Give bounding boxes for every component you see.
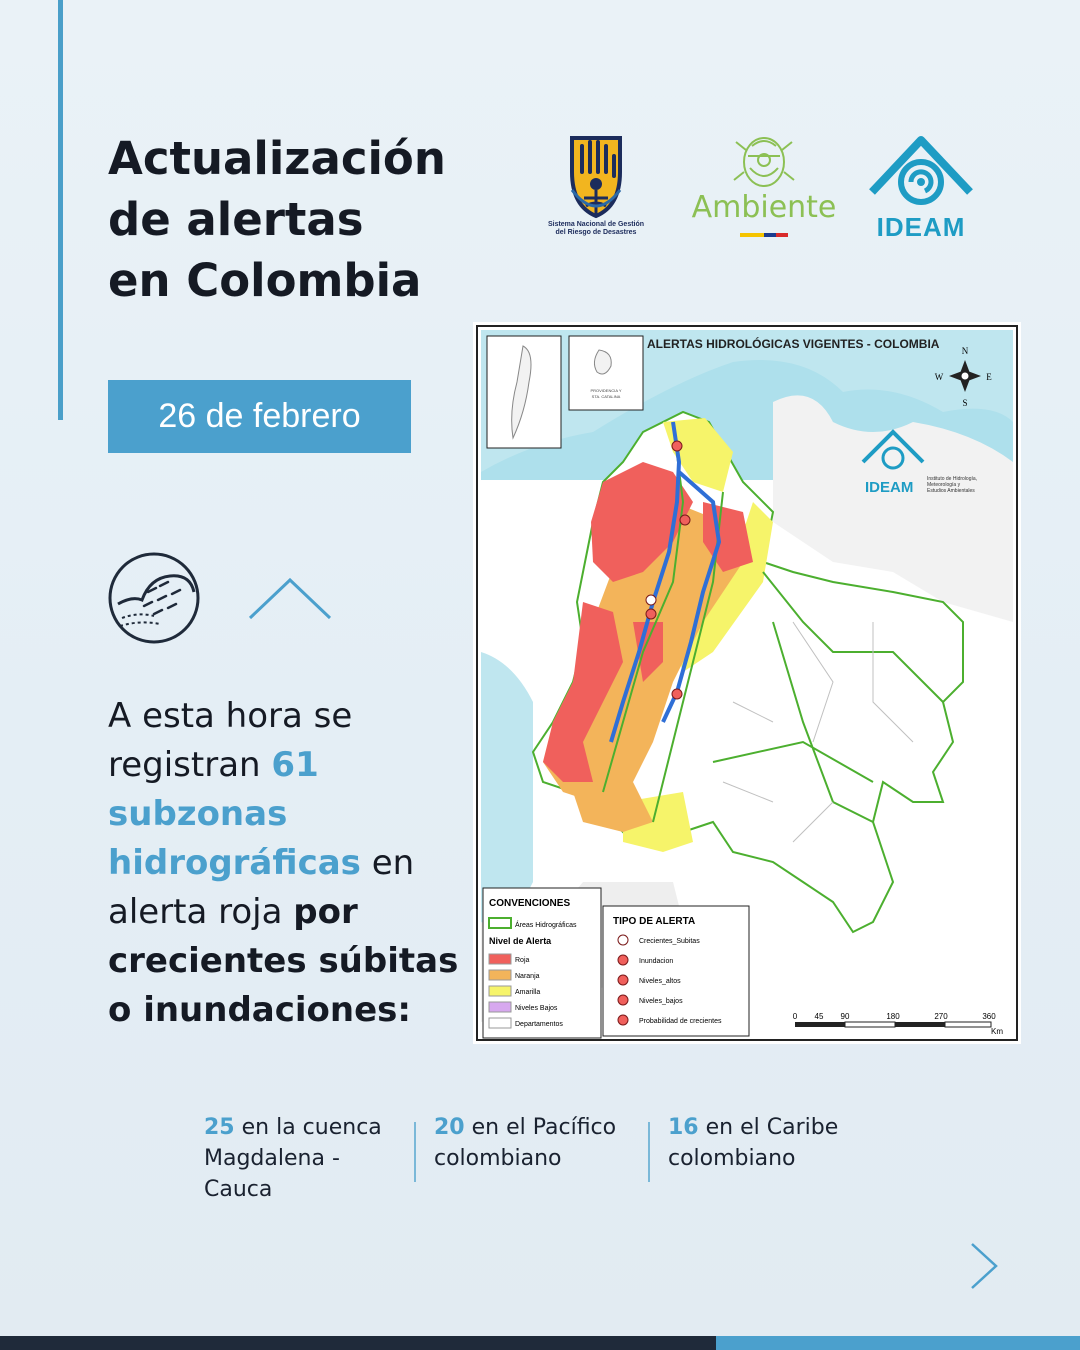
colombia-alert-map-svg bbox=[473, 322, 1021, 1044]
stat-number: 25 bbox=[204, 1115, 235, 1140]
alert-map bbox=[473, 322, 1021, 1044]
inset-label-line-1: PROVIDENCIA Y bbox=[590, 388, 622, 393]
summary-count: 61 bbox=[271, 745, 319, 785]
stat-divider bbox=[414, 1122, 416, 1182]
stat-magdalena-cauca bbox=[204, 1112, 404, 1205]
alert-type-marker-icon bbox=[618, 935, 628, 945]
legend-swatch bbox=[489, 1018, 511, 1028]
legend-swatch bbox=[489, 970, 511, 980]
stat-pacifico bbox=[434, 1112, 644, 1174]
scale-unit: Km bbox=[991, 1027, 1003, 1036]
legend-areas: Áreas Hidrográficas bbox=[515, 922, 577, 929]
compass-n: N bbox=[961, 346, 969, 356]
chevron-up-icon[interactable] bbox=[246, 574, 334, 622]
date-badge: 26 de febrero bbox=[108, 380, 411, 453]
ungrd-caption-line-1: Sistema Nacional de Gestión bbox=[547, 221, 645, 228]
legend-swatch bbox=[489, 954, 511, 964]
inset-label-line-2: STA. CATALINA bbox=[591, 394, 621, 399]
legend-swatch bbox=[489, 986, 511, 996]
legend-title: CONVENCIONES bbox=[489, 898, 571, 909]
compass-w: W bbox=[934, 372, 944, 382]
alert-type-marker-icon bbox=[618, 955, 628, 965]
stats-row bbox=[204, 1112, 904, 1222]
stat-line-1: en el Caribe bbox=[698, 1115, 839, 1140]
summary-mid: en alerta roja bbox=[108, 843, 415, 932]
legend-label: Departamentos bbox=[515, 1021, 563, 1028]
stat-line-1: en la cuenca bbox=[234, 1115, 382, 1140]
scale-tick-label: 0 bbox=[792, 1012, 798, 1021]
legend-label: Roja bbox=[515, 957, 530, 964]
summary-intro: A esta hora se registran bbox=[108, 696, 353, 785]
legend-swatch bbox=[489, 1002, 511, 1012]
alert-type-label: Niveles_altos bbox=[639, 978, 681, 985]
legend-label: Naranja bbox=[515, 973, 540, 980]
alert-type-title: TIPO DE ALERTA bbox=[613, 916, 696, 927]
title-line-1: Actualización bbox=[108, 132, 446, 185]
title-line-2: de alertas bbox=[108, 193, 364, 246]
ideam-logo bbox=[866, 132, 976, 242]
scale-tick-label: 90 bbox=[840, 1012, 850, 1021]
stat-number: 20 bbox=[434, 1115, 465, 1140]
ideam-wordmark: IDEAM bbox=[876, 212, 966, 242]
stat-line-2: Magdalena - bbox=[204, 1146, 340, 1171]
stat-caribe bbox=[668, 1112, 888, 1174]
flag-stripe bbox=[740, 233, 788, 237]
legend-label: Amarilla bbox=[515, 989, 541, 996]
scale-tick-label: 360 bbox=[982, 1012, 996, 1021]
map-ideam-sub-1: Instituto de Hidrología, bbox=[927, 476, 978, 482]
ungrd-caption bbox=[540, 221, 652, 237]
alert-type-label: Crecientes_Subitas bbox=[639, 938, 700, 945]
scale-tick-label: 270 bbox=[934, 1012, 948, 1021]
stat-line-2: colombiano bbox=[668, 1146, 796, 1171]
stat-divider bbox=[648, 1122, 650, 1182]
legend-alert-types bbox=[603, 906, 749, 1036]
title-line-3: en Colombia bbox=[108, 254, 422, 307]
stat-line-2: colombiano bbox=[434, 1146, 562, 1171]
page-title bbox=[108, 128, 528, 311]
scale-tick-label: 180 bbox=[886, 1012, 900, 1021]
coat-of-arms-icon bbox=[686, 132, 842, 192]
chevron-right-icon[interactable] bbox=[966, 1240, 1002, 1292]
legend-label: Niveles Bajos bbox=[515, 1005, 558, 1012]
stat-number: 16 bbox=[668, 1115, 699, 1140]
ambiente-wordmark: Ambiente bbox=[691, 190, 837, 225]
raised-hand-icon bbox=[540, 132, 652, 220]
map-ideam-sub-2: Meteorología y bbox=[927, 482, 961, 488]
compass-e: E bbox=[986, 372, 992, 382]
alert-type-label: Probabilidad de crecientes bbox=[639, 1018, 722, 1025]
alert-type-label: Niveles_bajos bbox=[639, 998, 683, 1005]
legend-conventions bbox=[483, 888, 601, 1038]
map-ideam-sub-3: Estudios Ambientales bbox=[927, 488, 975, 494]
stat-line-3: Cauca bbox=[204, 1177, 273, 1202]
alert-type-marker-icon bbox=[618, 1015, 628, 1025]
alert-type-marker-icon bbox=[618, 995, 628, 1005]
summary-highlight: subzonas hidrográficas bbox=[108, 794, 361, 883]
map-ideam-word: IDEAM bbox=[865, 479, 914, 496]
footer-bar-accent bbox=[716, 1336, 1080, 1350]
alert-type-label: Inundacion bbox=[639, 958, 674, 965]
stat-line-1: en el Pacífico bbox=[464, 1115, 617, 1140]
ideam-eye-icon bbox=[866, 132, 976, 212]
footer-bar-dark bbox=[0, 1336, 716, 1350]
left-accent-rule bbox=[58, 0, 63, 420]
map-title: ALERTAS HIDROLÓGICAS VIGENTES - COLOMBIA bbox=[647, 337, 940, 351]
wind-rain-icon bbox=[108, 552, 200, 644]
ungrd-logo bbox=[540, 132, 652, 242]
ambiente-logo bbox=[686, 132, 842, 242]
compass-s: S bbox=[962, 398, 968, 408]
scale-tick-label: 45 bbox=[814, 1012, 824, 1021]
ungrd-caption-line-2: del Riesgo de Desastres bbox=[555, 229, 637, 236]
legend-level-title: Nivel de Alerta bbox=[489, 936, 552, 946]
alert-type-marker-icon bbox=[618, 975, 628, 985]
alert-summary-text bbox=[108, 692, 468, 1035]
summary-bold: por crecientes súbitas o inundaciones: bbox=[108, 892, 459, 1030]
